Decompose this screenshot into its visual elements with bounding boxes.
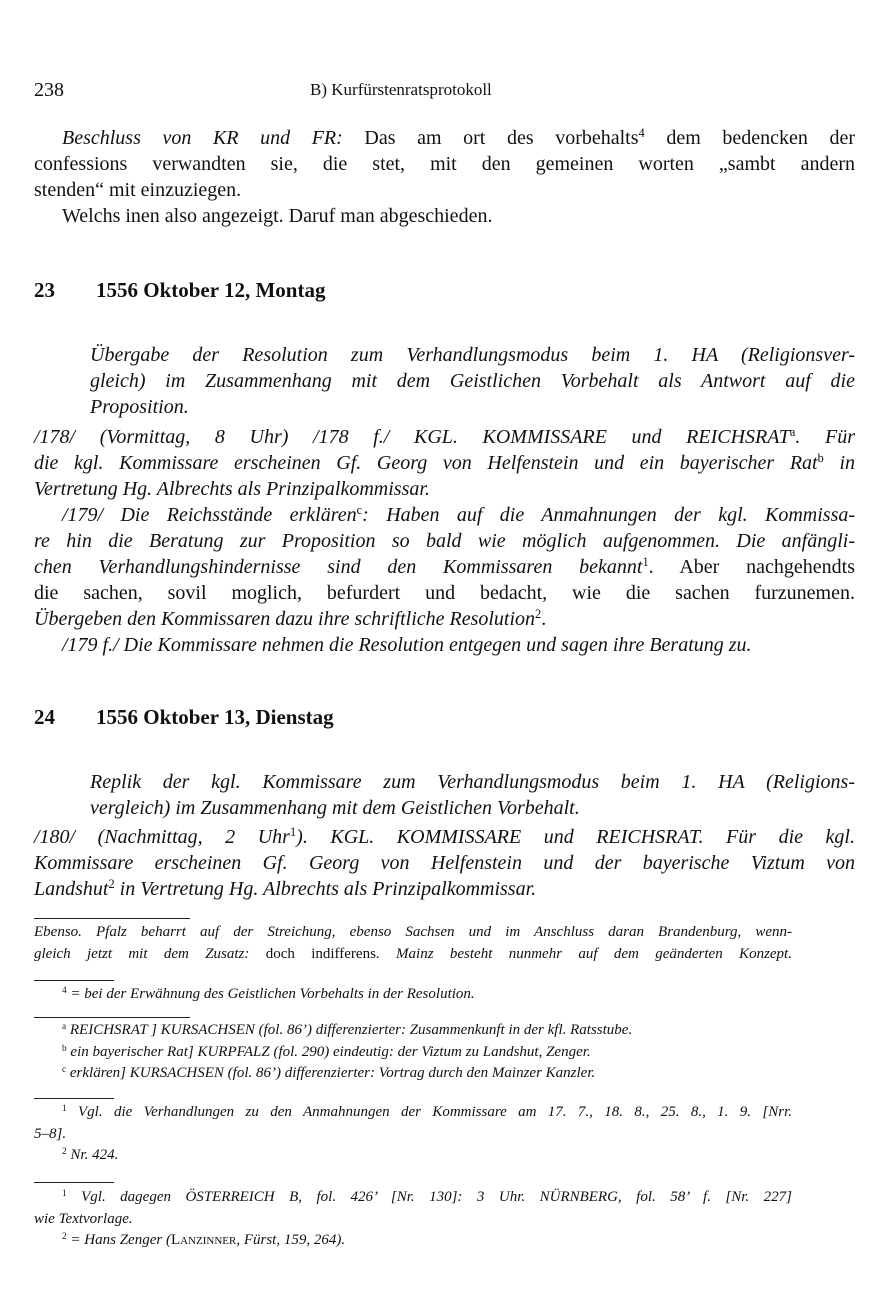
footnote-marker: c: [62, 1064, 67, 1075]
text-run: confessions verwandten sie, die stet, mit den gemeinen worten „sambt andern: [34, 153, 855, 175]
footnote-marker: 2: [108, 877, 115, 892]
text-line: [34, 151, 855, 177]
text-run: die kgl. Kommissare erscheinen Gf. Georg von Helfenstein und ein bayerischer Rat: [34, 452, 818, 474]
footnote-divider: [34, 1182, 114, 1183]
text-run: 5–8].: [34, 1125, 67, 1142]
text-run: in Vertretung Hg. Albrechts als Prinzipalkommissar.: [114, 878, 537, 900]
text-run: ein bayerischer Rat] KURPFALZ (fol. 290) eindeutig: der Viztum zu Landshut, Zenger.: [66, 1043, 591, 1060]
footnote-marker: a: [789, 425, 796, 440]
paragraph-beschluss: [34, 125, 855, 229]
text-run: dem bedencken der: [644, 127, 855, 149]
text-run: REICHSRAT ] KURSACHSEN (fol. 86’) differenzierter: Zusammenkunft in der kfl. Ratsstube.: [66, 1022, 633, 1038]
text-run: /179/ Die Reichsstände erklären: [62, 504, 357, 526]
text-line: [34, 203, 855, 229]
text-line: [34, 606, 855, 632]
footnote-marker: 1: [62, 1103, 67, 1114]
footnote-divider: [34, 918, 190, 919]
text-run: /180/ (Nachmittag, 2 Uhr: [34, 826, 290, 848]
text-run: Ebenso. Pfalz beharrt auf der Streichung, ebenso Sachsen und im Anschluss daran Brandenburg, wenn-: [34, 924, 792, 940]
text-run: Das am ort des vorbehalts: [342, 127, 639, 149]
text-run: : Haben auf die Anmahnungen der kgl. Kommissa-: [362, 504, 856, 526]
text-line: [34, 554, 855, 580]
text-run: Proposition.: [90, 396, 189, 418]
entry-body: [34, 824, 855, 902]
footnote-marker: b: [62, 1043, 67, 1054]
text-run: Replik der kgl. Kommissare zum Verhandlungsmodus beim 1. HA (Religions-: [90, 771, 855, 793]
text-run: Übergeben den Kommissaren dazu ihre schriftliche Resolution: [34, 608, 536, 630]
text-run: Nr. 424.: [66, 1147, 119, 1163]
entry-body: [34, 424, 855, 658]
text-line: [34, 1187, 792, 1209]
text-run: stenden“ mit einzuziegen.: [34, 179, 242, 201]
text-line: [34, 876, 855, 902]
text-run: Kommissare erscheinen Gf. Georg von Helfenstein und der bayerische Viztum von: [34, 852, 855, 874]
footnote-marker: 4: [62, 985, 67, 996]
footnote-marker: 1: [642, 555, 649, 570]
text-run: . Für: [795, 426, 855, 448]
text-line: [34, 1102, 792, 1124]
entry-date: 1556 Oktober 13, Dienstag: [96, 705, 334, 729]
text-line: [34, 502, 855, 528]
text-line: [90, 342, 855, 368]
text-run: ). KGL. KOMMISSARE und REICHSRAT. Für die kgl.: [296, 826, 855, 848]
text-run: /179 f./ Die Kommissare nehmen die Resolution entgegen und sagen ihre Beratung zu.: [62, 634, 752, 656]
text-run: erklären] KURSACHSEN (fol. 86’) differenzierter: Vortrag durch den Mainzer Kanzler.: [66, 1065, 596, 1081]
text-line: [90, 394, 855, 420]
text-line: [34, 1124, 792, 1146]
text-run: .: [541, 608, 547, 630]
entry-number: 23: [34, 278, 55, 302]
text-run: /178/ (Vormittag, 8 Uhr) /178 f./ KGL. KOMMISSARE und REICHSRAT: [34, 426, 790, 448]
footnote-marker: 2: [535, 607, 542, 622]
entry-summary: [90, 342, 855, 420]
text-line: [34, 1063, 792, 1085]
text-run: Beschluss von KR und FR:: [62, 127, 343, 149]
text-line: [34, 528, 855, 554]
text-line: [34, 1020, 792, 1042]
text-line: [34, 450, 855, 476]
text-line: [90, 769, 855, 795]
footnotes-entry-24: [34, 1187, 792, 1252]
entry-summary: [90, 769, 855, 821]
text-run: gleich) im Zusammenhang mit dem Geistlichen Vorbehalt als Antwort auf die: [90, 370, 855, 392]
entry-date: 1556 Oktober 12, Montag: [96, 278, 326, 302]
variant-footnote: [34, 922, 792, 965]
footnote-4: [34, 984, 792, 1006]
text-line: [34, 824, 855, 850]
footnote-marker: 2: [62, 1146, 67, 1157]
text-run: Lanzinner: [170, 1232, 237, 1248]
footnote-marker: a: [62, 1021, 67, 1032]
text-run: re hin die Beratung zur Proposition so bald wie möglich aufgenommen. Die anfängli-: [34, 530, 855, 552]
text-run: = Hans Zenger (: [66, 1232, 171, 1248]
footnote-divider: [34, 1017, 190, 1018]
page-number: 238: [34, 79, 64, 101]
text-line: [34, 984, 792, 1006]
text-run: in: [823, 452, 855, 474]
running-title: B) Kurfürstenratsprotokoll: [310, 80, 492, 99]
text-run: vergleich) im Zusammenhang mit dem Geistlichen Vorbehalt.: [90, 797, 580, 819]
text-line: [34, 177, 855, 203]
text-run: gleich jetzt mit dem Zusatz:: [34, 945, 250, 962]
text-run: wie Textvorlage.: [34, 1210, 133, 1227]
footnote-divider: [34, 1098, 114, 1099]
footnote-divider: [34, 980, 114, 981]
text-run: . Aber nachgehendts: [648, 556, 855, 578]
text-line: [34, 1230, 792, 1252]
footnote-marker: c: [356, 503, 363, 518]
text-line: [34, 125, 855, 151]
text-run: Mainz besteht nunmehr auf dem geänderten Konzept.: [379, 945, 792, 962]
text-line: [34, 1145, 792, 1167]
text-line: [34, 580, 855, 606]
footnote-marker: 2: [62, 1231, 67, 1242]
footnotes-entry-23: [34, 1102, 792, 1167]
text-run: chen Verhandlungshindernisse sind den Kommissaren bekannt: [34, 556, 643, 578]
text-run: doch indifferens.: [249, 945, 380, 962]
text-line: [34, 424, 855, 450]
letter-footnotes: [34, 1020, 792, 1085]
text-run: Vgl. die Verhandlungen zu den Anmahnungen der Kommissare am 17. 7., 18. 8., 25. 8., 1. 9. [Nrr.: [66, 1104, 792, 1120]
text-line: [34, 476, 855, 502]
footnote-marker: b: [817, 451, 824, 466]
text-line: [34, 850, 855, 876]
text-line: [90, 795, 855, 821]
text-run: die sachen, sovil moglich, befurdert und bedacht, wie die sachen furzunemen.: [34, 582, 855, 604]
text-line: [34, 632, 855, 658]
text-line: [90, 368, 855, 394]
text-line: [34, 1042, 792, 1064]
text-line: [34, 1209, 792, 1231]
text-run: Vertretung Hg. Albrechts als Prinzipalkommissar.: [34, 478, 430, 500]
text-run: Übergabe der Resolution zum Verhandlungsmodus beim 1. HA (Religionsver-: [90, 344, 855, 366]
footnote-marker: 1: [62, 1188, 67, 1199]
text-run: = bei der Erwähnung des Geistlichen Vorbehalts in der Resolution.: [66, 986, 475, 1002]
footnote-marker: 1: [289, 825, 297, 840]
text-line: [34, 944, 792, 966]
text-run: Landshut: [34, 878, 109, 900]
running-header: [34, 78, 855, 102]
text-run: Vgl. dagegen ÖSTERREICH B, fol. 426’ [Nr. 130]: 3 Uhr. NÜRNBERG, fol. 58’ f. [Nr. 227]: [66, 1189, 792, 1205]
text-line: [34, 922, 792, 944]
footnote-marker: 4: [638, 126, 645, 141]
text-run: , Fürst, 159, 264).: [236, 1232, 346, 1248]
entry-number: 24: [34, 705, 55, 729]
text-run: Welchs inen also angezeigt. Daruf man abgeschieden.: [62, 205, 493, 227]
